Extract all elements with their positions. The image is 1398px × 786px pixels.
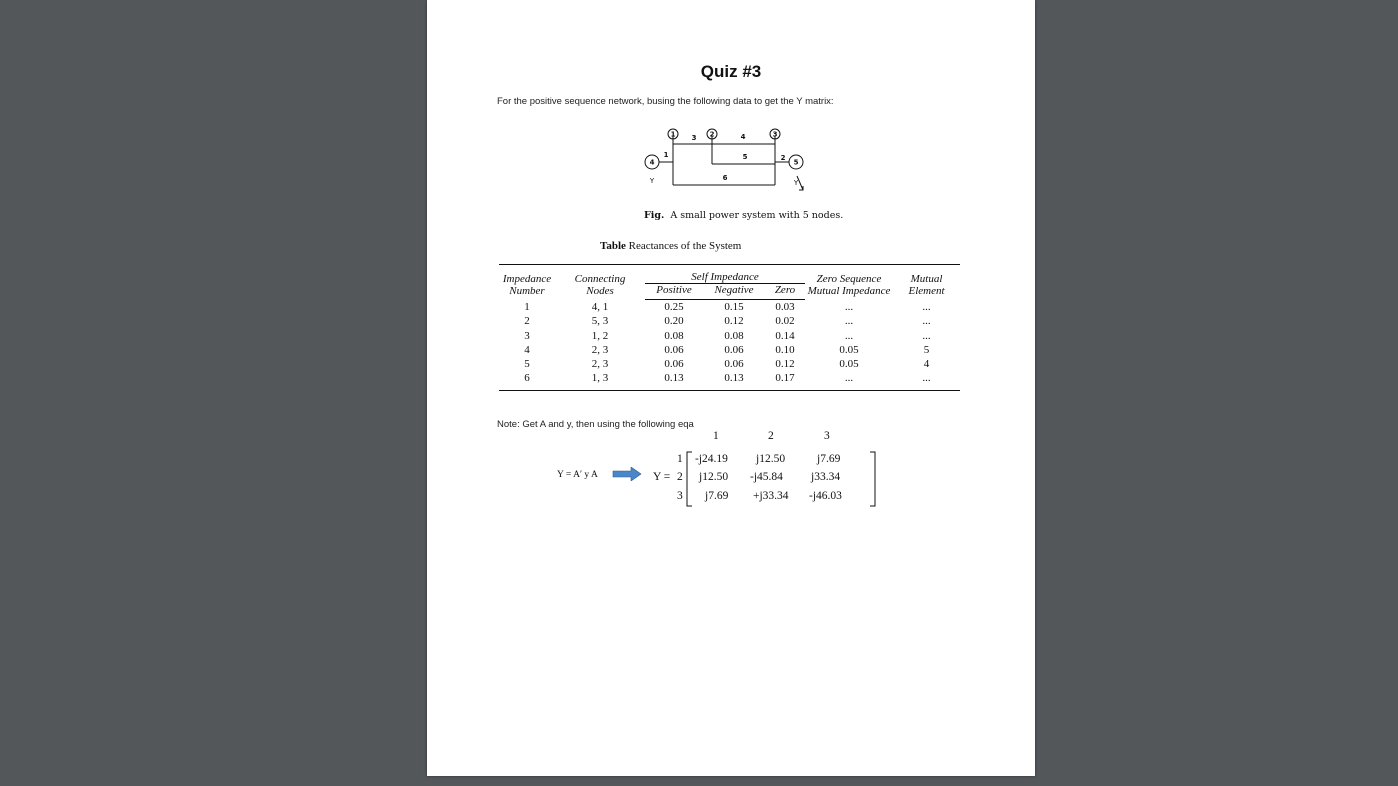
y-matrix <box>649 430 869 510</box>
table-cell-zero: 0.02 <box>775 315 795 328</box>
table-cell-mut: ... <box>922 372 931 385</box>
table-row <box>499 300 960 315</box>
reactance-table <box>499 271 960 386</box>
table-cell-num: 6 <box>524 372 530 385</box>
matrix-cell-1-1: -j24.19 <box>695 453 728 465</box>
matrix-cell-3-1: j7.69 <box>705 490 729 502</box>
header-self-impedance: Self Impedance <box>645 271 805 284</box>
table-cell-pos: 0.08 <box>664 329 684 342</box>
table-cell-zseq: ... <box>844 300 854 313</box>
matrix-col-header-3: 3 <box>824 430 830 442</box>
matrix-cell-1-3: j7.69 <box>817 453 841 465</box>
table-cell-neg: 0.06 <box>724 358 744 371</box>
table-cell-zero: 0.12 <box>775 358 795 371</box>
matrix-col-header-2: 2 <box>768 430 774 442</box>
figure-caption <box>644 210 843 221</box>
network-figure <box>637 124 817 200</box>
table-cell-mut: 4 <box>923 358 930 371</box>
matrix-row-header-1: 1 <box>677 453 683 465</box>
node-3-label: 3 <box>772 130 778 139</box>
note-text: Note: Get A and y, then using the following eqa <box>497 419 694 430</box>
table-cell-nodes: 5, 3 <box>591 315 609 328</box>
table-top-rule <box>499 264 960 265</box>
header-zero-sequence: Zero Sequence Mutual Impedance <box>807 273 891 298</box>
header-mutual-element: Mutual Element <box>908 273 945 298</box>
table-cell-num: 3 <box>524 329 530 342</box>
node-2-label: 2 <box>709 130 715 139</box>
table-cell-pos: 0.13 <box>664 372 684 385</box>
table-cell-neg: 0.13 <box>724 372 744 385</box>
ground-label-left: Y <box>649 177 655 185</box>
header-zero: Zero <box>765 284 805 300</box>
node-1-label: 1 <box>670 130 676 139</box>
table-cell-num: 4 <box>524 343 530 356</box>
table-cell-neg: 0.06 <box>724 343 744 356</box>
table-cell-mut: ... <box>922 329 931 342</box>
matrix-cell-3-2: +j33.34 <box>753 490 789 502</box>
reactance-table-wrapper <box>499 264 960 391</box>
matrix-cell-2-3: j33.34 <box>811 471 841 483</box>
branch-4-label: 4 <box>740 133 746 141</box>
ground-label-right: Y <box>793 179 799 187</box>
table-row <box>499 329 960 343</box>
table-cell-nodes: 4, 1 <box>591 300 609 313</box>
table-cell-num: 2 <box>524 315 530 328</box>
table-cell-zero: 0.14 <box>775 329 795 342</box>
table-cell-pos: 0.06 <box>664 358 684 371</box>
table-cell-nodes: 2, 3 <box>591 358 609 371</box>
matrix-row-header-3: 3 <box>677 490 683 502</box>
table-cell-zero: 0.17 <box>775 372 795 385</box>
table-cell-pos: 0.06 <box>664 343 684 356</box>
table-caption <box>600 240 741 252</box>
table-cell-num: 5 <box>524 358 530 371</box>
matrix-col-header-1: 1 <box>713 430 719 442</box>
table-cell-neg: 0.15 <box>724 301 744 313</box>
table-cell-nodes: 1, 3 <box>591 372 609 385</box>
table-cell-zseq: ... <box>844 372 854 385</box>
table-cell-zseq: ... <box>844 315 854 328</box>
node-5-label: 5 <box>793 158 799 167</box>
table-cell-nodes: 1, 2 <box>591 329 609 342</box>
branch-3-label: 3 <box>691 134 697 142</box>
matrix-cell-3-3: -j46.03 <box>809 490 842 502</box>
matrix-cell-2-1: j12.50 <box>699 471 729 483</box>
matrix-cell-1-2: j12.50 <box>756 453 786 465</box>
branch-2-label: 2 <box>780 154 786 162</box>
header-negative: Negative <box>703 284 765 300</box>
table-row <box>499 357 960 371</box>
table-cell-nodes: 2, 3 <box>591 343 609 356</box>
table-caption-prefix: Table <box>600 240 626 252</box>
table-cell-mut: 5 <box>923 343 930 356</box>
branch-6-label: 6 <box>722 174 728 182</box>
page-title: Quiz #3 <box>700 62 762 81</box>
table-bottom-rule <box>499 390 960 391</box>
branch-1-label: 1 <box>663 151 669 159</box>
network-diagram <box>637 124 817 200</box>
table-cell-zseq: 0.05 <box>839 358 859 371</box>
table-row <box>499 371 960 385</box>
table-cell-mut: ... <box>922 300 931 313</box>
table-cell-zseq: ... <box>844 329 854 342</box>
table-row <box>499 314 960 328</box>
branch-5-label: 5 <box>742 153 748 161</box>
matrix-label: Y = <box>653 471 671 483</box>
right-arrow-icon <box>612 467 642 481</box>
y-equation: Y = A′ y A <box>557 470 598 480</box>
figure-caption-text: A small power system with 5 nodes. <box>670 210 844 221</box>
matrix-cell-2-2: -j45.84 <box>750 471 783 483</box>
table-cell-zero: 0.10 <box>775 343 795 356</box>
document-page <box>427 0 1035 776</box>
intro-text: For the positive sequence network, busing the following data to get the Y matrix: <box>497 96 834 107</box>
table-cell-mut: ... <box>922 315 931 328</box>
table-cell-zero: 0.03 <box>775 301 795 313</box>
table-cell-zseq: 0.05 <box>839 343 859 356</box>
header-connecting-nodes: Connecting Nodes <box>574 273 626 298</box>
table-cell-pos: 0.20 <box>664 315 684 328</box>
table-cell-neg: 0.08 <box>724 329 744 342</box>
figure-caption-prefix: Fig. <box>644 210 665 221</box>
header-impedance-number: Impedance Number <box>502 273 552 298</box>
header-positive: Positive <box>645 284 703 300</box>
table-row <box>499 343 960 357</box>
table-cell-pos: 0.25 <box>664 301 684 313</box>
matrix-row-header-2: 2 <box>677 471 683 483</box>
table-cell-neg: 0.12 <box>724 315 744 328</box>
node-4-label: 4 <box>649 158 655 167</box>
table-cell-num: 1 <box>524 300 530 313</box>
table-caption-text: Reactances of the System <box>628 240 742 252</box>
